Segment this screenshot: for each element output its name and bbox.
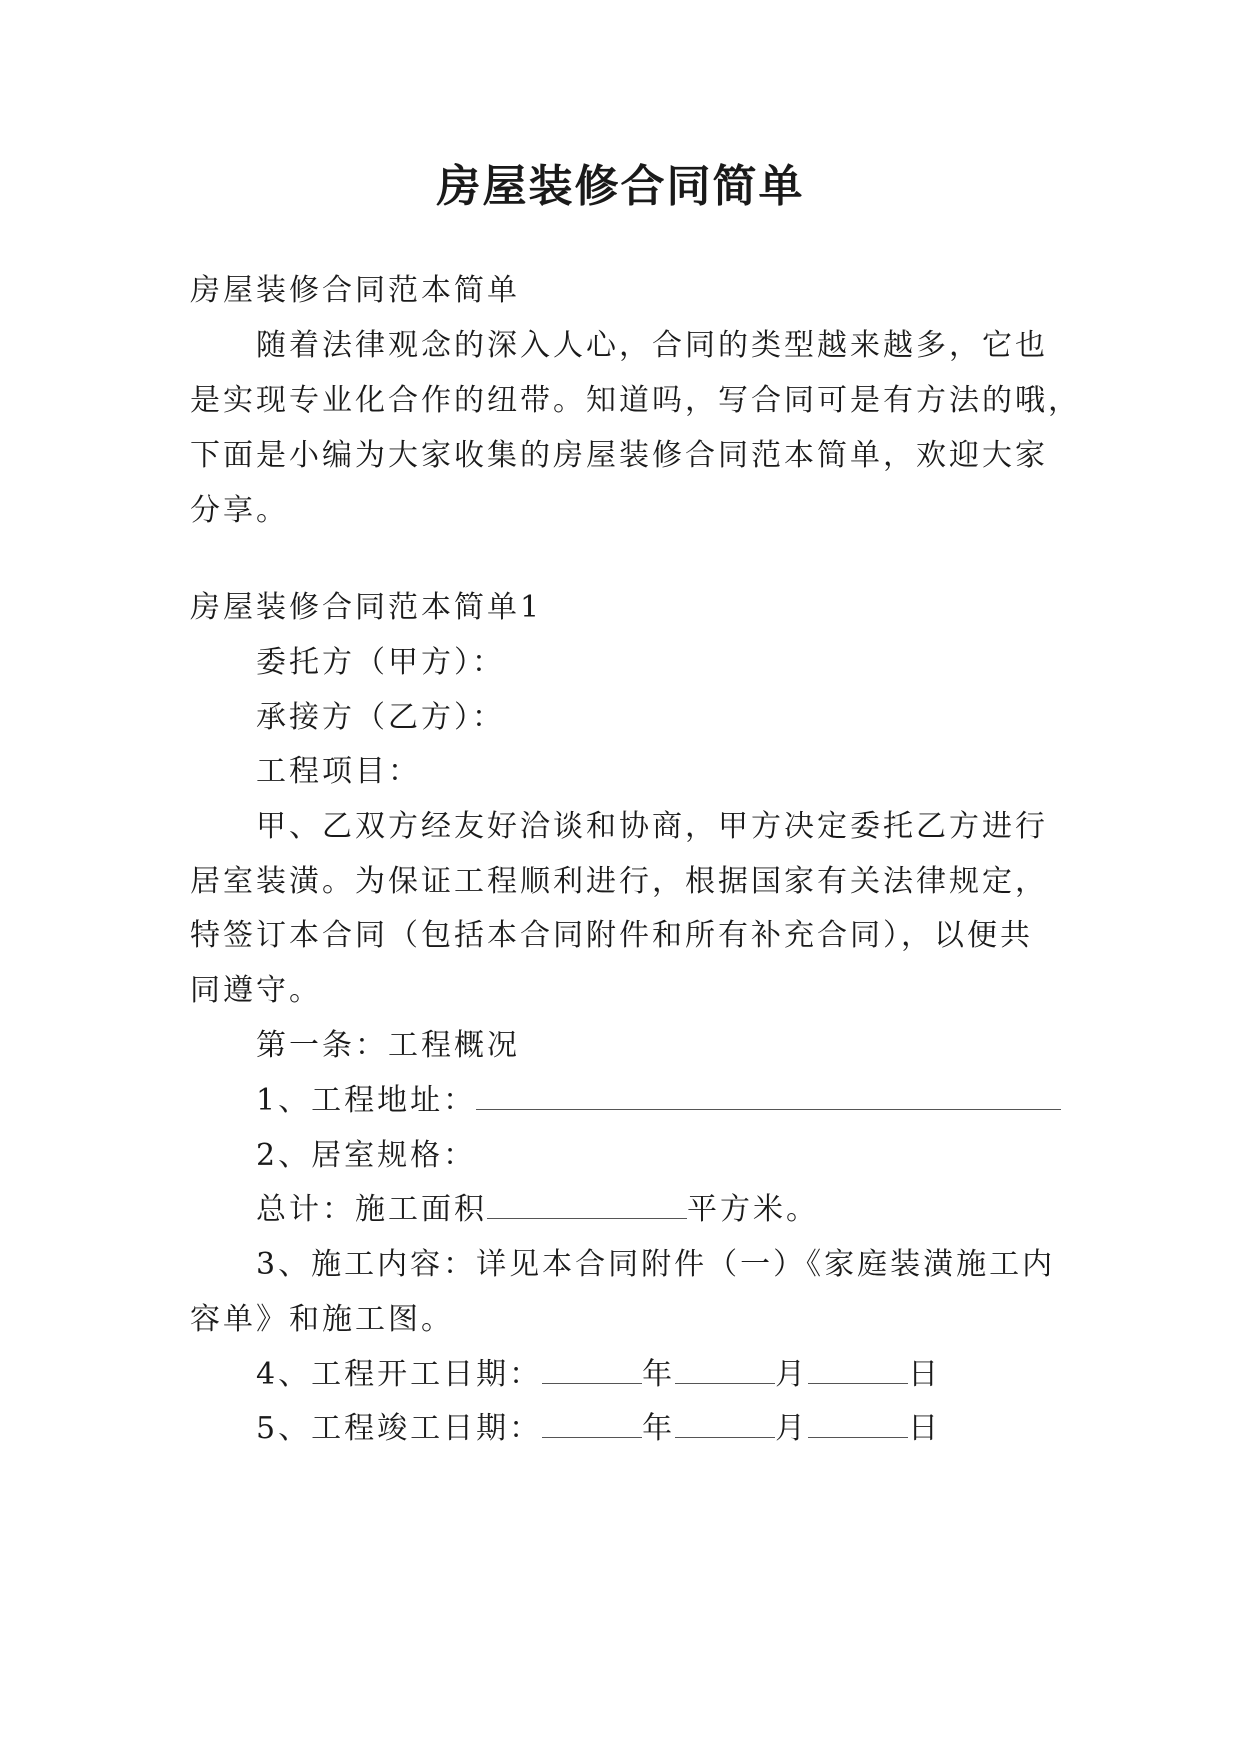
area-blank[interactable] — [487, 1192, 687, 1219]
end-month-label: 月 — [775, 1411, 809, 1446]
end-year-label: 年 — [642, 1411, 676, 1446]
item3-line-1: 3、施工内容：详见本合同附件（一）《家庭装潢施工内 — [256, 1247, 1056, 1282]
area-prefix: 总计：施工面积 — [256, 1192, 487, 1227]
start-day-blank[interactable] — [808, 1357, 908, 1384]
preamble-line-4: 同遵守。 — [190, 973, 322, 1008]
project-label: 工程项目： — [256, 754, 421, 789]
end-day-label: 日 — [908, 1411, 942, 1446]
start-date-label: 4、工程开工日期： — [256, 1357, 543, 1392]
intro-line-3: 下面是小编为大家收集的房屋装修合同范本简单，欢迎大家 — [190, 438, 1048, 473]
intro-line-2: 是实现专业化合作的纽带。知道吗，写合同可是有方法的哦， — [190, 383, 1081, 418]
preamble-line-1: 甲、乙双方经友好洽谈和协商，甲方决定委托乙方进行 — [256, 809, 1048, 844]
intro-line-1: 随着法律观念的深入人心，合同的类型越来越多，它也 — [256, 328, 1048, 363]
party-b-label: 承接方（乙方）： — [256, 700, 505, 735]
start-year-blank[interactable] — [542, 1357, 642, 1384]
start-year-label: 年 — [642, 1357, 676, 1392]
item3-line-2: 容单》和施工图。 — [190, 1302, 454, 1337]
start-date-row — [256, 1349, 941, 1393]
end-date-label: 5、工程竣工日期： — [256, 1411, 543, 1446]
room-spec-label: 2、居室规格： — [256, 1138, 477, 1173]
area-row — [256, 1184, 819, 1228]
intro-line-4: 分享。 — [190, 493, 289, 528]
start-month-label: 月 — [775, 1357, 809, 1392]
start-month-blank[interactable] — [675, 1357, 775, 1384]
document-title: 房屋装修合同简单 — [436, 161, 805, 212]
preamble-line-2: 居室装潢。为保证工程顺利进行，根据国家有关法律规定， — [190, 864, 1048, 899]
end-month-blank[interactable] — [675, 1411, 775, 1438]
end-date-row — [256, 1403, 941, 1447]
article-1-heading: 第一条：工程概况 — [256, 1028, 520, 1063]
address-blank[interactable] — [476, 1083, 1061, 1110]
address-row — [256, 1075, 1061, 1119]
party-a-label: 委托方（甲方）： — [256, 645, 505, 680]
end-day-blank[interactable] — [808, 1411, 908, 1438]
end-year-blank[interactable] — [542, 1411, 642, 1438]
area-suffix: 平方米。 — [687, 1192, 819, 1227]
section-heading: 房屋装修合同范本简单1 — [190, 590, 543, 625]
start-day-label: 日 — [908, 1357, 942, 1392]
preamble-line-3: 特签订本合同（包括本合同附件和所有补充合同），以便共 — [190, 918, 1033, 953]
address-label: 1、工程地址： — [256, 1083, 477, 1118]
subtitle: 房屋装修合同范本简单 — [190, 273, 520, 308]
